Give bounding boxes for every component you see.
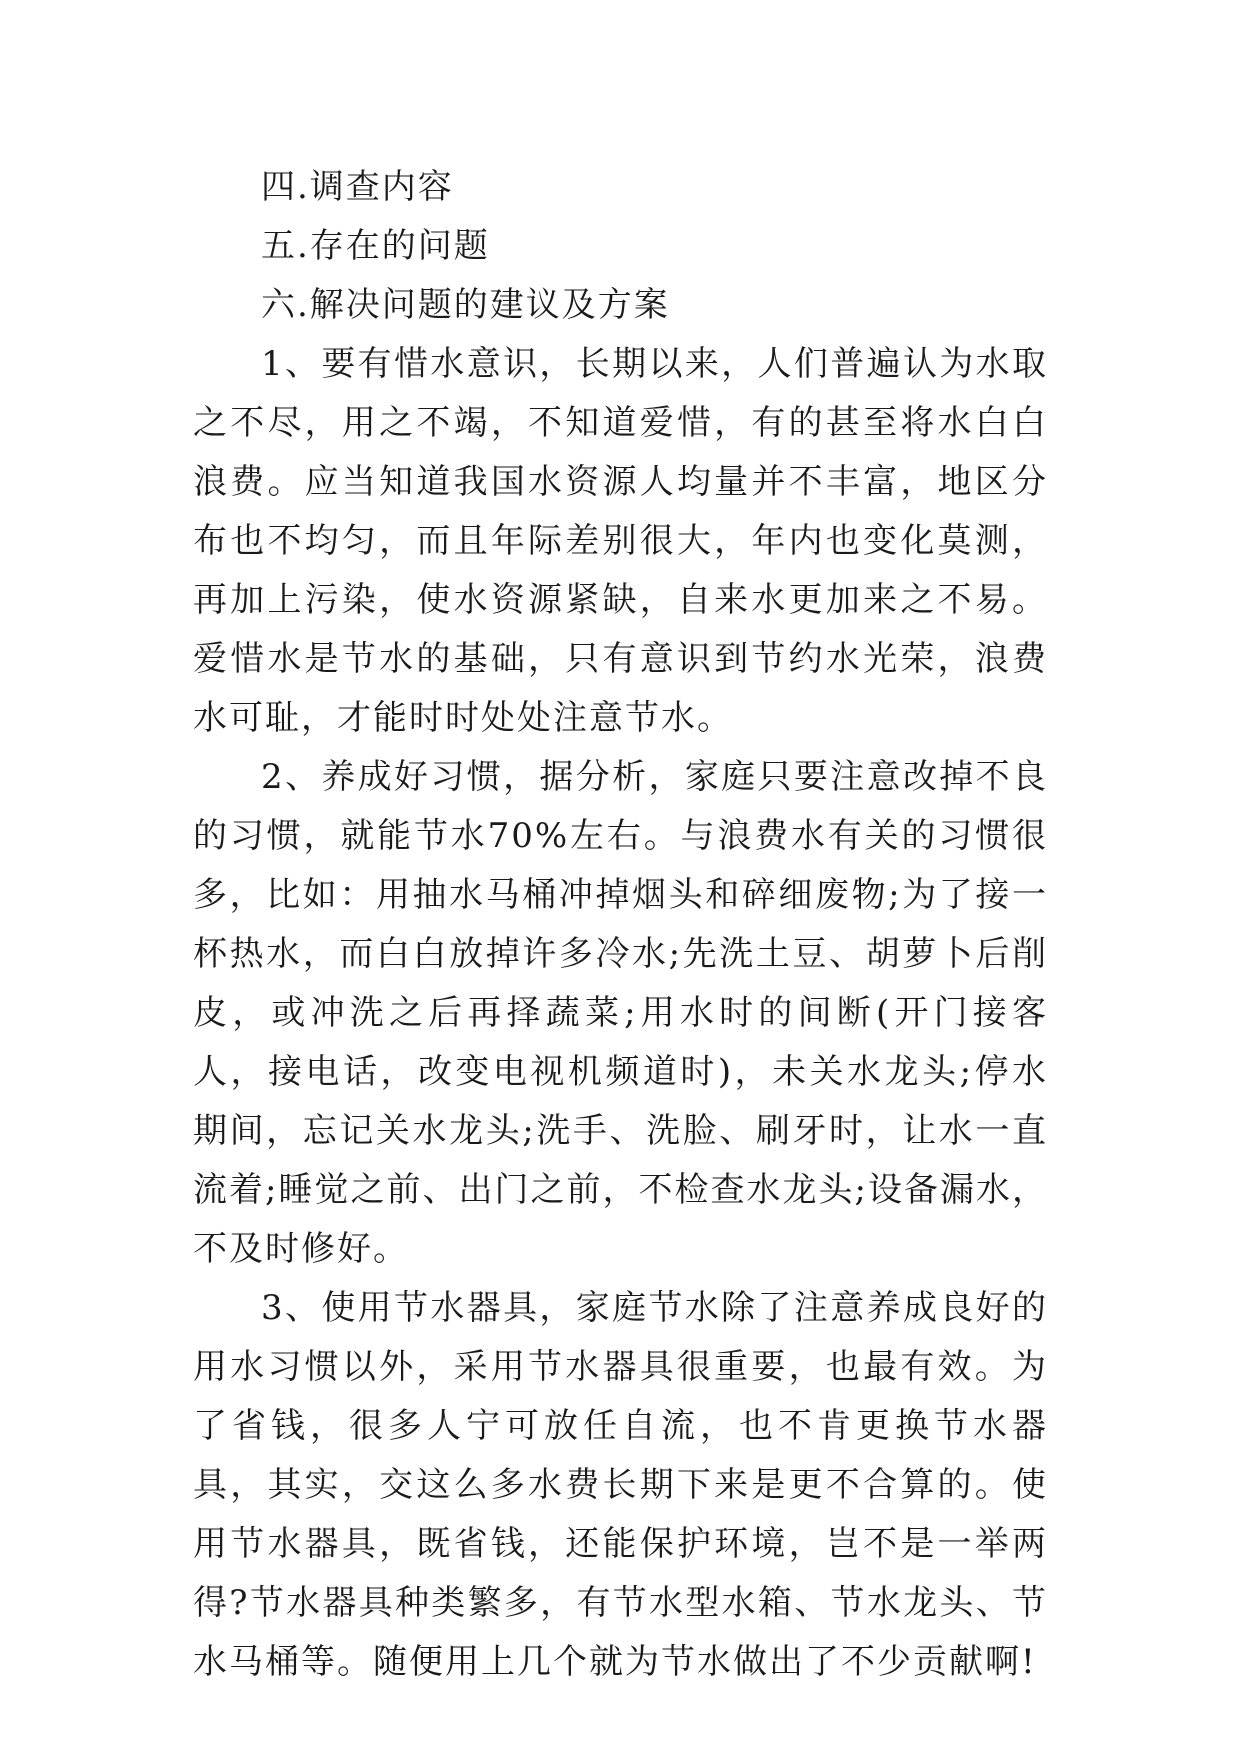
document-body: [193, 158, 1048, 1692]
paragraph-water-awareness: 1、要有惜水意识，长期以来，人们普遍认为水取之不尽，用之不竭，不知道爱惜，有的甚至将水白白浪费。应当知道我国水资源人均量并不丰富，地区分布也不均匀，而且年际差别很大，年内也变化莫测，再加上污染，使水资源紧缺，自来水更加来之不易。爱惜水是节水的基础，只有意识到节约水光荣，浪费水可耻，才能时时处处注意节水。: [193, 344, 1048, 738]
section-heading-survey-content: 四.调查内容: [261, 167, 454, 207]
section-heading-existing-problems: 五.存在的问题: [261, 226, 490, 266]
section-heading-suggestions: 六.解决问题的建议及方案: [261, 285, 670, 325]
paragraph-good-habits: 2、养成好习惯，据分析，家庭只要注意改掉不良的习惯，就能节水70%左右。与浪费水有关的习惯很多，比如：用抽水马桶冲掉烟头和碎细废物;为了接一杯热水，而白白放掉许多冷水;先洗土豆、胡萝卜后削皮，或冲洗之后再择蔬菜;用水时的间断(开门接客人，接电话，改变电视机频道时)，未关水龙头;停水期间，忘记关水龙头;洗手、洗脸、刷牙时，让水一直流着;睡觉之前、出门之前，不检查水龙头;设备漏水，不及时修好。: [193, 757, 1048, 1269]
paragraph-water-saving-devices: 3、使用节水器具，家庭节水除了注意养成良好的用水习惯以外，采用节水器具很重要，也最有效。为了省钱，很多人宁可放任自流，也不肯更换节水器具，其实，交这么多水费长期下来是更不合算的。使用节水器具，既省钱，还能保护环境，岂不是一举两得?节水器具种类繁多，有节水型水箱、节水龙头、节水马桶等。随便用上几个就为节水做出了不少贡献啊!: [193, 1288, 1048, 1682]
